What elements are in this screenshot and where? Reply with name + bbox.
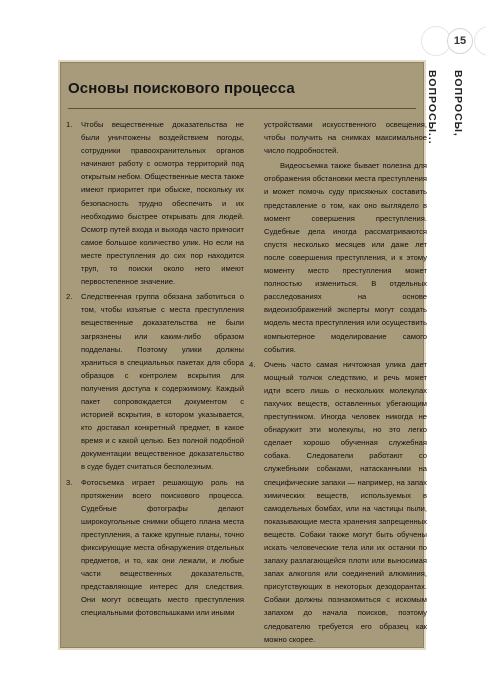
- page-number: 15: [447, 28, 473, 54]
- list-item: [249, 358, 427, 646]
- list-item: [66, 476, 244, 620]
- section-side-title: ВОПРОСЫ, ВОПРОСЫ...: [426, 70, 464, 145]
- list-item: [66, 290, 244, 473]
- list-item-text: Очень часто самая ничтожная улика дает мощный толчок следствию, и речь может идти всего лишь о нескольких молекулах пахучих веществ, оставленных убегающим преступником. Иногда человек никогда не обнаружит эти молекулы, но это легко сделает хорошо обученная служебная собака. Следователи работают со служебными собаками, натасканными на специфические запахи — например, на запах химических веществ, используемых в самодельных бомбах, или на частицы пыли, показывающие места хранения запрещенных веществ. Собаки также могут быть обучены искать человеческие тела или их останки по запаху разлагающейся плоти или выносимая запах алкоголя или соединений алюминия, присутствующих в некоторых дезодорантах. Собаки должны познакомиться с искомым запахом до начала поисков, поэтому следователю требуется его образец как можно скорее.: [264, 359, 427, 644]
- list-item-text: Фотосъемка играет решающую роль на протяжении всего поискового процесса. Судебные фотографы делают широкоугольные снимки общего плана места преступления, а также крупные планы, точно фиксирующие места обнаружения отдельных предметов, и то, как они лежали, и любые части вещественных доказательств, представляющие интерес для следствия. Они могут освещать место преступления специальными фотовспышками или иными: [81, 477, 244, 618]
- continuation-text: устройствами искусственного освещения, чтобы получить на снимках максимальное число подробностей.: [264, 120, 427, 156]
- list-item-number: 4.: [249, 359, 256, 369]
- list-item-text: Следственная группа обязана заботиться о том, чтобы изъятые с места преступления вещественные доказательства не были загрязнены или каким-либо образом подделаны. Поэтому улики должны храниться в специальных пакетах для сбора образцов с контролем вскрытия для получения доступа к содержимому. Каждый пакет сопровождается документом с историей вскрытия, в котором указывается, кто доставал конкретный предмет, в какое время и с какой целью. Без полной подобной документации вещественное доказательство в суде будет считаться бесполезным.: [81, 292, 244, 472]
- list-item-number: 2.: [66, 292, 73, 302]
- panel-title: Основы поискового процесса: [68, 80, 295, 97]
- title-divider: [68, 108, 416, 109]
- paragraph-text: Видеосъемка также бывает полезна для отображения обстановки места преступления и может помочь суду присяжных составить представление о том, как оно выглядело в момент совершения преступления. Судебные дела иногда рассматриваются спустя несколько месяцев или даже лет после совершения преступления, и к этому моменту место преступления может полностью измениться. В отдельных расследованиях на основе видеоизображений эксперты могут создать модель места преступления или осуществить компьютерное моделирование самого события.: [264, 161, 427, 354]
- left-column: [66, 118, 244, 622]
- list-item: [66, 118, 244, 288]
- list-item-number: 1.: [66, 120, 73, 129]
- decorative-ring-right: [474, 26, 486, 56]
- right-column: [249, 118, 427, 648]
- list-item-text: Чтобы вещественные доказательства не были уничтожены воздействием погоды, сотрудники правоохранительных органов начинают работу с осмотра территорий под открытым небом. Общественные места также имеют приоритет при обыске, поскольку их безопасность трудно обеспечить и их необходимо быстрее открывать для людей. Осмотр путей входа и выхода часто приносит самое большое количество улик. Но если на месте преступления до сих пор находится труп, то поиски около него имеют первостепенное значение.: [81, 120, 244, 287]
- content-panel: [58, 60, 426, 650]
- paragraph-block: [249, 159, 427, 355]
- list-item-number: 3.: [66, 477, 73, 487]
- list-item-continuation: [249, 118, 427, 157]
